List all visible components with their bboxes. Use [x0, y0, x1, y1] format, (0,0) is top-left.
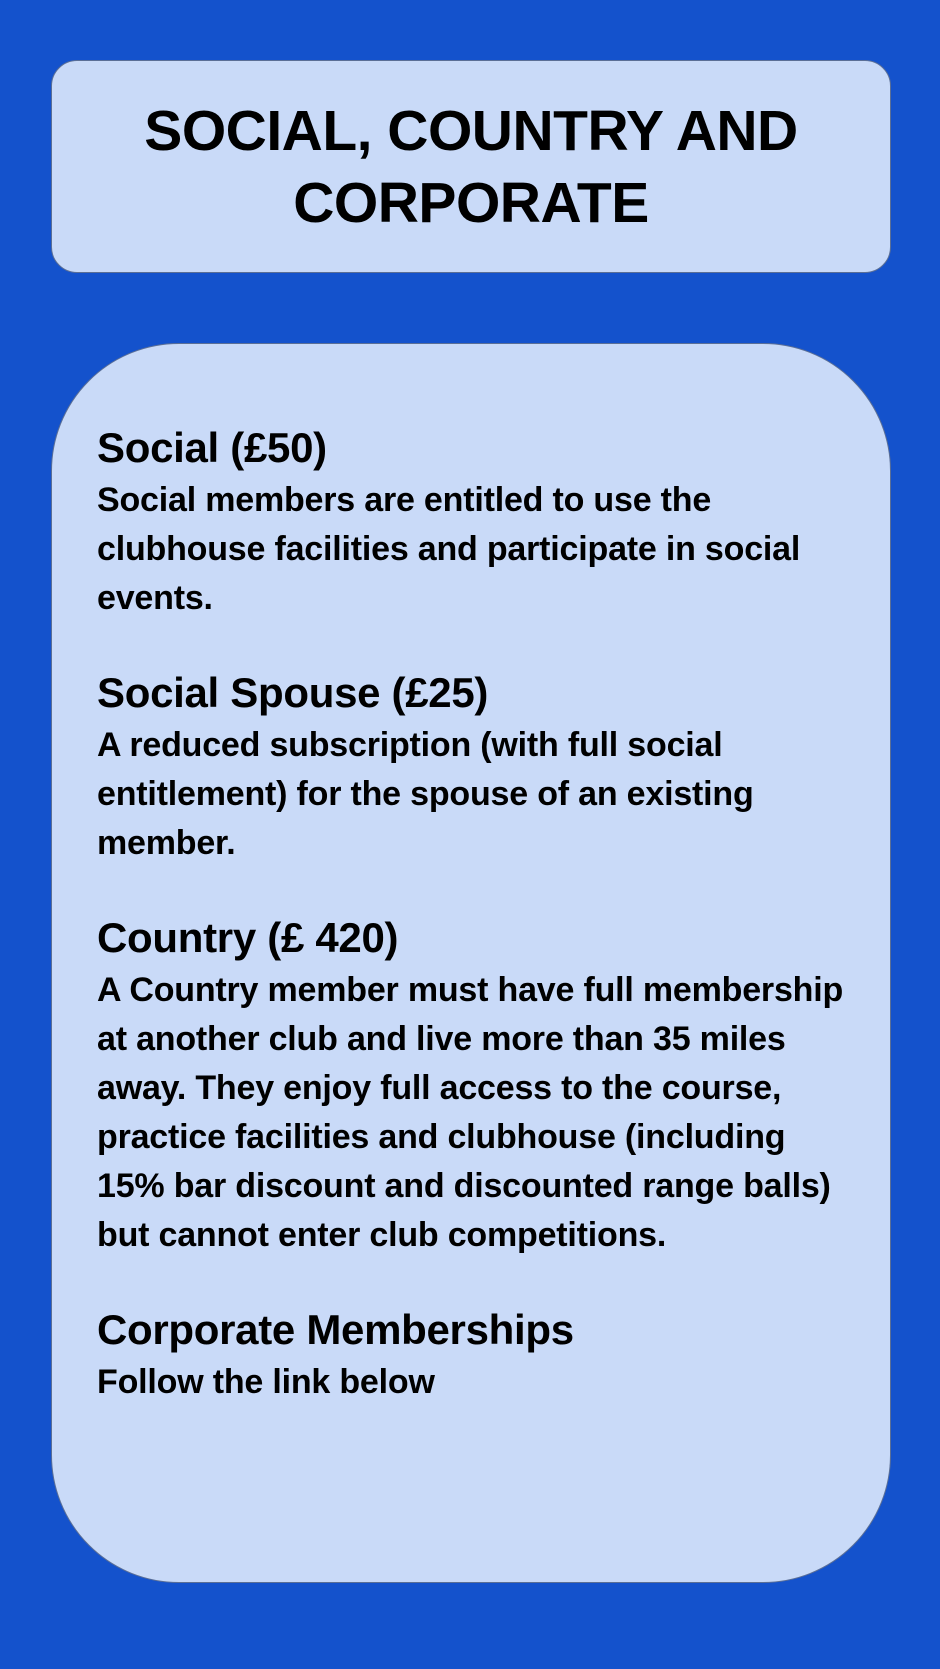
page-title: SOCIAL, COUNTRY AND CORPORATE: [144, 98, 798, 235]
section-heading-country: Country (£ 420): [97, 914, 399, 961]
section-heading-social: Social (£50): [97, 424, 327, 471]
section-heading-social-spouse: Social Spouse (£25): [97, 669, 489, 716]
section-body-social: Social members are entitled to use the clubhouse facilities and participate in social events.: [97, 481, 801, 617]
title-card: [51, 60, 891, 273]
section-body-corporate: Follow the link below: [97, 1363, 435, 1401]
section-body-country: A Country member must have full membership at another club and live more than 35 miles away. They enjoy full access to the course, practice facilities and clubhouse (including 15% bar discount and discounted range balls) but cannot enter club competitions.: [97, 971, 844, 1254]
section-body-social-spouse: A reduced subscription (with full social entitlement) for the spouse of an existing member.: [97, 726, 754, 862]
membership-info-card: [51, 343, 891, 1583]
section-corporate: [97, 1304, 850, 1407]
section-heading-corporate: Corporate Memberships: [97, 1306, 574, 1353]
section-social: [97, 422, 850, 623]
section-social-spouse: [97, 667, 850, 868]
section-country: [97, 912, 850, 1260]
